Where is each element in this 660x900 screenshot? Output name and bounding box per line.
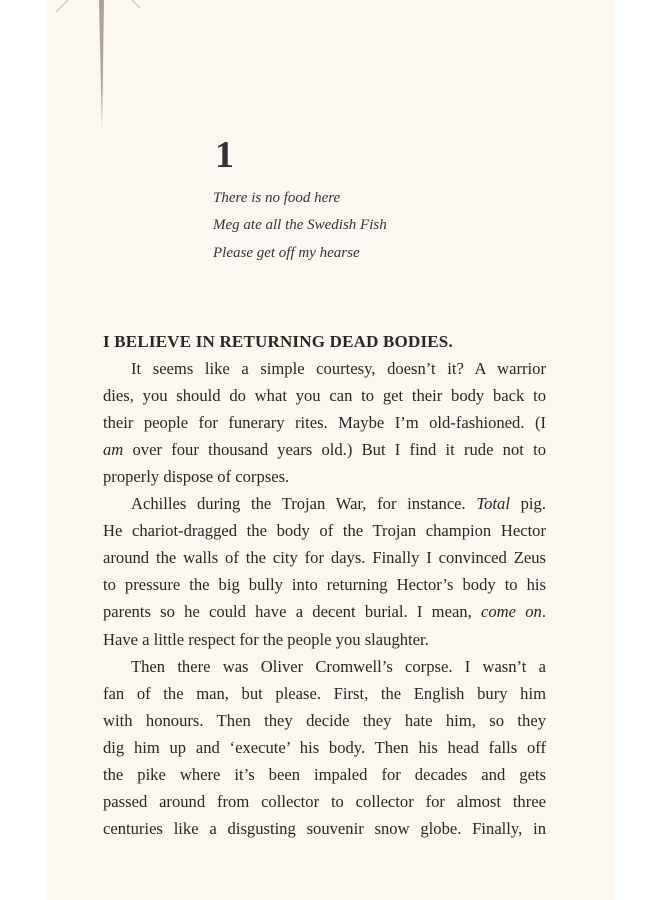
chapter-number: 1 (215, 134, 234, 176)
italic-text: am (103, 440, 124, 460)
text-segment: their people for funerary rites. Maybe I’m old-fashioned. (I (103, 413, 546, 433)
text-segment: . (541, 602, 546, 622)
text-segment: It seems like a simple courtesy, doesn’t it? A warrior (131, 359, 546, 379)
text-segment: the pike where it’s been impaled for decades and gets (103, 764, 546, 784)
epigraph-line: There is no food here (213, 190, 341, 206)
text-segment: centuries like a disgusting souvenir snow globe. Finally, in (103, 818, 546, 838)
text-segment: dig him up and ‘execute’ his body. Then his head falls off (103, 737, 546, 757)
text-segment: properly dispose of corpses. (103, 467, 290, 487)
text-line (103, 707, 546, 734)
text-line (103, 490, 546, 517)
chapter-opening-heading (103, 328, 546, 355)
text-segment: around the walls of the city for days. Finally I convinced Zeus (103, 548, 546, 568)
text-segment: passed around from collector to collector for almost three (103, 791, 546, 811)
text-segment: He chariot-dragged the body of the Trojan champion Hector (103, 521, 546, 541)
epigraph-line: Meg ate all the Swedish Fish (213, 217, 387, 233)
text-line (103, 382, 546, 409)
italic-text: Total (476, 494, 510, 514)
text-segment: fan of the man, but please. First, the English bury him (103, 683, 546, 703)
text-line (103, 571, 546, 598)
text-line (103, 463, 546, 490)
text-line (103, 355, 546, 382)
text-line (103, 815, 546, 842)
text-line (103, 598, 546, 625)
text-line (103, 761, 546, 788)
text-segment: with honours. Then they decide they hate him, so they (103, 710, 546, 730)
text-segment: over four thousand years old.) But I find it rude not to (123, 440, 546, 460)
text-segment: Have a little respect for the people you slaughter. (103, 629, 429, 649)
text-segment: to pressure the big bully into returning Hector’s body to his (103, 575, 546, 595)
text-line (103, 734, 546, 761)
text-segment: dies, you should do what you can to get their body back to (103, 386, 546, 406)
text-line (103, 544, 546, 571)
text-segment: Achilles during the Trojan War, for instance. (131, 494, 477, 514)
epigraph-line: Please get off my hearse (213, 245, 360, 261)
text-segment: Then there was Oliver Cromwell’s corpse. I wasn’t a (131, 656, 546, 676)
decorative-spike-ornament (0, 0, 160, 160)
text-line (103, 436, 546, 463)
text-line (103, 626, 546, 653)
text-line (103, 517, 546, 544)
text-segment: pig. (509, 494, 546, 514)
text-line (103, 409, 546, 436)
body-text (103, 328, 546, 842)
text-segment: parents so he could have a decent burial. I mean, (103, 602, 481, 622)
text-line (103, 788, 546, 815)
text-segment: I BELIEVE IN RETURNING DEAD BODIES. (103, 332, 453, 351)
text-line (103, 653, 546, 680)
italic-text: come on (481, 602, 542, 622)
text-line (103, 680, 546, 707)
